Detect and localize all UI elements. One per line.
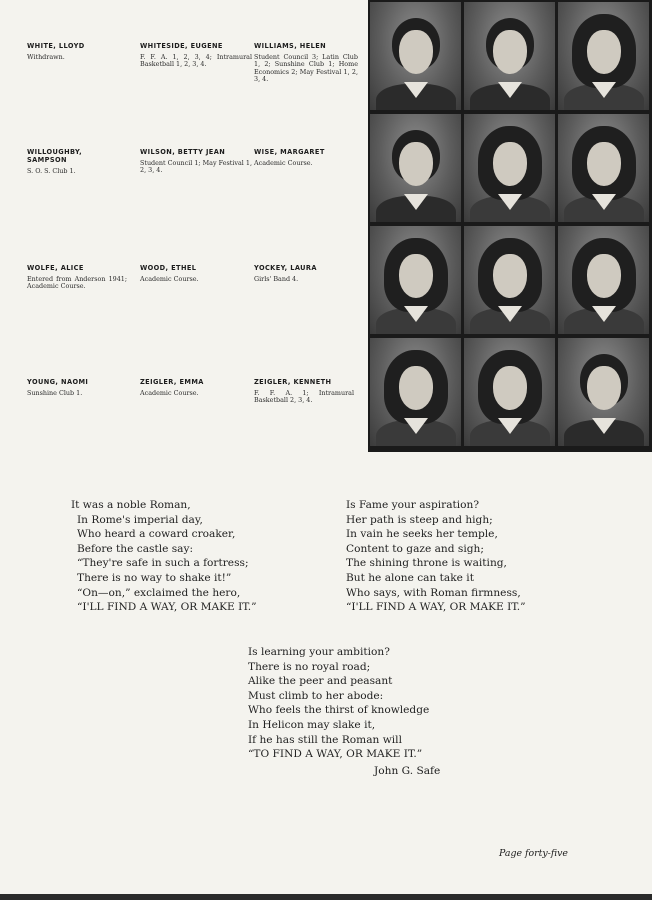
student-activities: Academic Course. xyxy=(140,275,199,283)
student-entry xyxy=(140,378,252,397)
student-portrait xyxy=(464,114,555,222)
student-entry xyxy=(140,42,252,69)
poem-stanza-2 xyxy=(346,498,526,615)
student-activities: Withdrawn. xyxy=(27,53,65,61)
student-entry xyxy=(254,378,354,405)
poem-line: “They're safe in such a fortress; xyxy=(77,557,249,570)
student-portrait xyxy=(558,114,649,222)
page-edge xyxy=(0,894,652,900)
student-name: ZEIGLER, KENNETH xyxy=(254,378,332,386)
student-activities: S. O. S. Club 1. xyxy=(27,167,76,175)
student-activities: Academic Course. xyxy=(254,159,313,167)
poem-line: In Rome's imperial day, xyxy=(77,513,203,526)
student-name: WOLFE, ALICE xyxy=(27,264,84,272)
student-portrait xyxy=(370,2,461,110)
poem-line: There is no royal road; xyxy=(248,660,371,673)
student-entry xyxy=(254,42,358,83)
poem-line: “TO FIND A WAY, OR MAKE IT.” xyxy=(248,748,423,761)
poem-line: “I'LL FIND A WAY, OR MAKE IT.” xyxy=(346,601,526,614)
student-entry xyxy=(254,148,358,167)
student-entry xyxy=(27,148,107,175)
student-entry xyxy=(254,264,358,283)
student-name: WOOD, ETHEL xyxy=(140,264,197,272)
student-entry xyxy=(140,264,252,283)
poem-author: John G. Safe xyxy=(374,765,441,777)
poem-line: In vain he seeks her temple, xyxy=(346,528,498,541)
poem-line: “I'LL FIND A WAY, OR MAKE IT.” xyxy=(77,601,257,614)
student-name: WHITESIDE, EUGENE xyxy=(140,42,223,50)
poem-line: Who heard a coward croaker, xyxy=(77,528,236,541)
poem-line: There is no way to shake it!” xyxy=(77,571,232,584)
student-name: YOUNG, NAOMI xyxy=(27,378,89,386)
student-entry xyxy=(140,148,252,175)
poem-line: It was a noble Roman, xyxy=(71,499,191,511)
student-portrait xyxy=(464,226,555,334)
student-name: YOCKEY, LAURA xyxy=(254,264,317,272)
poem-line: The shining throne is waiting, xyxy=(346,557,507,570)
student-activities: Sunshine Club 1. xyxy=(27,389,83,397)
student-entry xyxy=(27,264,127,291)
student-name: ZEIGLER, EMMA xyxy=(140,378,204,386)
student-portrait xyxy=(558,2,649,110)
student-portrait xyxy=(370,338,461,446)
poem-line: Is Fame your aspiration? xyxy=(346,499,480,511)
student-activities: Girls' Band 4. xyxy=(254,275,299,283)
page-number: Page forty-five xyxy=(499,848,568,859)
poem-line: Who feels the thirst of knowledge xyxy=(248,704,430,717)
student-name: WHITE, LLOYD xyxy=(27,42,85,50)
student-activities: Academic Course. xyxy=(140,389,199,397)
student-name: WISE, MARGARET xyxy=(254,148,325,156)
student-name: WILSON, BETTY JEAN xyxy=(140,148,226,156)
poem-line: Her path is steep and high; xyxy=(346,513,493,526)
poem-line: Who says, with Roman firmness, xyxy=(346,586,521,599)
student-name: WILLIAMS, HELEN xyxy=(254,42,327,50)
student-portrait xyxy=(558,338,649,446)
poem-line: If he has still the Roman will xyxy=(248,733,402,746)
student-entry xyxy=(27,42,139,61)
student-activities: F. F. A. 1, 2, 3, 4; Intramural Basketball 1, 2, 3, 4. xyxy=(140,53,252,69)
poem-line: Is learning your ambition? xyxy=(248,646,390,658)
student-entry xyxy=(27,378,139,397)
poem-line: Must climb to her abode: xyxy=(248,689,384,702)
portrait-grid xyxy=(368,0,652,452)
student-portrait xyxy=(558,226,649,334)
student-activities: Student Council 3; Latin Club 1, 2; Sunshine Club 1; Home Economics 2; May Festival 1, 2, 3, 4. xyxy=(254,53,358,83)
student-portrait xyxy=(370,226,461,334)
poem-line: In Helicon may slake it, xyxy=(248,718,376,731)
student-portrait xyxy=(370,114,461,222)
student-activities: Entered from Anderson 1941; Academic Course. xyxy=(27,275,127,291)
poem-line: Alike the peer and peasant xyxy=(248,675,393,688)
poem-stanza-3 xyxy=(248,645,429,762)
poem-stanza-1 xyxy=(71,498,257,615)
student-activities: F. F. A. 1; Intramural Basketball 2, 3, 4. xyxy=(254,389,354,405)
student-name: WILLOUGHBY, SAMPSON xyxy=(27,148,83,164)
poem-line: “On—on,” exclaimed the hero, xyxy=(77,586,241,599)
poem-line: Content to gaze and sigh; xyxy=(346,542,484,555)
student-portrait xyxy=(464,2,555,110)
student-portrait xyxy=(464,338,555,446)
poem-line: But he alone can take it xyxy=(346,571,474,584)
poem-line: Before the castle say: xyxy=(77,542,194,555)
student-activities: Student Council 1; May Festival 1, 2, 3, 4. xyxy=(140,159,252,175)
